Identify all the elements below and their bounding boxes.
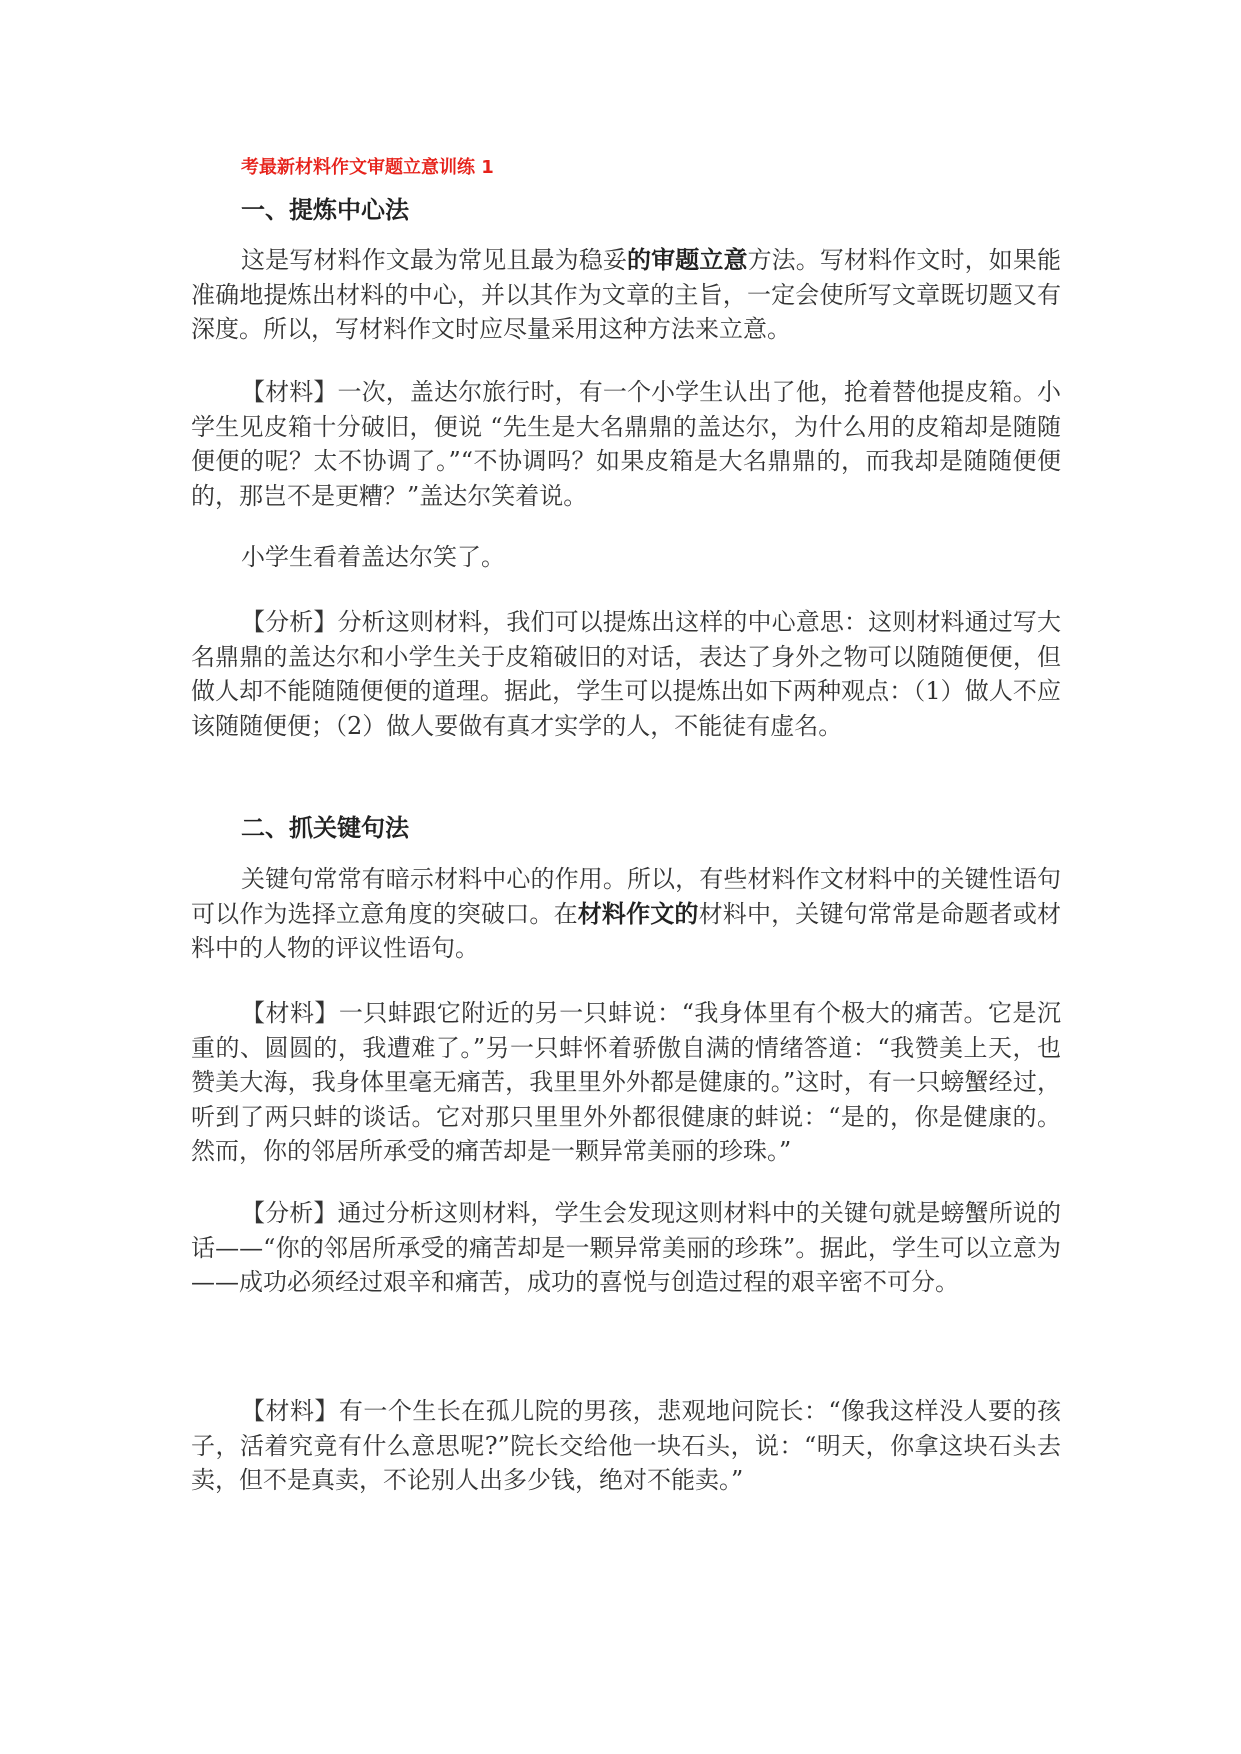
intro-text-bold: 材料作文的: [577, 898, 699, 928]
section-heading-1: 一、提炼中心法: [241, 196, 409, 224]
intro-text-before: 这是写材料作文最为常见且最为稳妥: [241, 246, 627, 274]
document-title: 考最新材料作文审题立意训练 1: [241, 157, 494, 178]
section2-analysis-paragraph: 【分析】通过分析这则材料，学生会发现这则材料中的关键句就是螃蟹所说的话——“你的邻居所承受的痛苦却是一颗异常美丽的珍珠”。据此，学生可以立意为——成功必须经过艰辛和痛苦，成功的喜悦与创造过程的艰辛密不可分。: [191, 1199, 1061, 1296]
section1-intro-paragraph: [191, 243, 1061, 347]
section1-material-end-paragraph: 小学生看着盖达尔笑了。: [241, 543, 505, 571]
section2-intro-paragraph: [191, 862, 1061, 966]
section1-analysis-paragraph: 【分析】分析这则材料，我们可以提炼出这样的中心意思：这则材料通过写大名鼎鼎的盖达尔和小学生关于皮箱破旧的对话，表达了身外之物可以随随便便，但做人却不能随随便便的道理。据此，学生可以提炼出如下两种观点：（1）做人不应该随随便便；（2）做人要做有真才实学的人，不能徒有虚名。: [191, 608, 1061, 740]
intro-text-after: 材料中，关键句常常是命题者或材料中的人物的评议性语句。: [191, 899, 1062, 962]
intro-text-bold: 的审题立意: [626, 245, 748, 274]
section1-material-paragraph: 【材料】一次，盖达尔旅行时，有一个小学生认出了他，抢着替他提皮箱。小学生见皮箱十分破旧，便说 “先生是大名鼎鼎的盖达尔，为什么用的皮箱却是随随便便的呢？太不协调了。”“不协调吗？如果皮箱是大名鼎鼎的，而我却是随随便便的，那岂不是更糟？”盖达尔笑着说。: [191, 378, 1061, 510]
section-heading-2: 二、抓关键句法: [241, 814, 409, 842]
intro-text-before: 关键句常常有暗示材料中心的作用。所以，有些材料作文材料中的关键性语句可以作为选择立意角度的突破口。在: [191, 865, 1061, 928]
section2-material2-paragraph: 【材料】有一个生长在孤儿院的男孩，悲观地问院长：“像我这样没人要的孩子，活着究竟有什么意思呢?”院长交给他一块石头，说：“明天，你拿这块石头去卖，但不是真卖，不论别人出多少钱，绝对不能卖。”: [191, 1397, 1061, 1494]
intro-text-after: 方法。写材料作文时，如果能准确地提炼出材料的中心，并以其作为文章的主旨，一定会使所写文章既切题又有深度。所以，写材料作文时应尽量采用这种方法来立意。: [191, 246, 1062, 343]
section2-material-paragraph: 【材料】一只蚌跟它附近的另一只蚌说：“我身体里有个极大的痛苦。它是沉重的、圆圆的，我遭难了。”另一只蚌怀着骄傲自满的情绪答道：“我赞美上天，也赞美大海，我身体里毫无痛苦，我里里外外都是健康的。”这时，有一只螃蟹经过，听到了两只蚌的谈话。它对那只里里外外都很健康的蚌说：“是的，你是健康的。然而，你的邻居所承受的痛苦却是一颗异常美丽的珍珠。”: [191, 999, 1061, 1165]
